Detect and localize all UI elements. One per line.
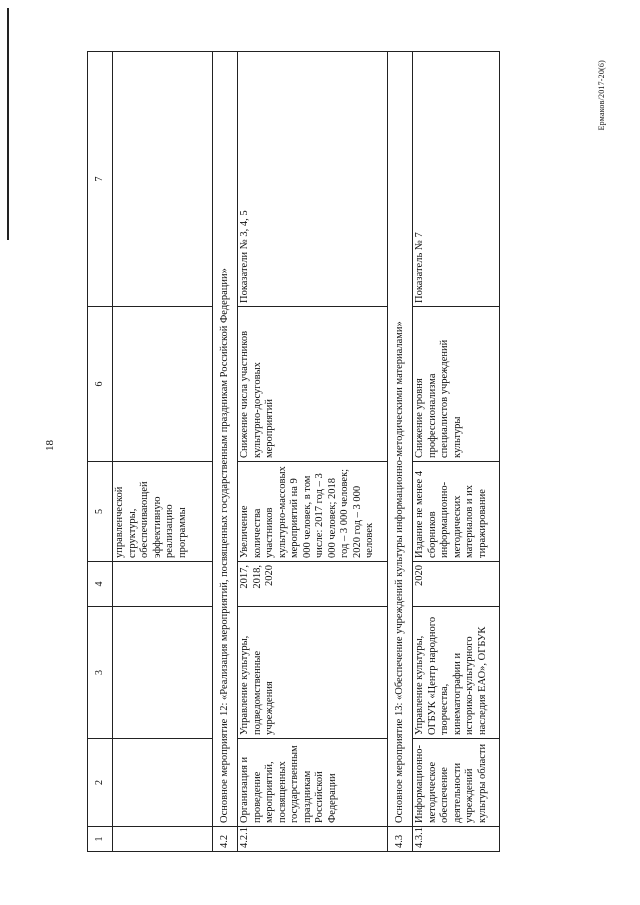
expected-result: Издание не менее 4 сборников информационно-методических материалов и их тиражирование	[413, 462, 500, 562]
table-row	[413, 52, 500, 852]
program-table	[87, 51, 500, 852]
activity-name: Организация и проведение мероприятий, посвященных государственным праздникам Российской Федерации	[238, 739, 388, 827]
consequence: Снижение числа участников культурно-досуговых мероприятий	[238, 307, 388, 462]
empty-cell	[113, 562, 213, 607]
row-number: 4.2.1	[238, 827, 388, 852]
empty-cell	[113, 307, 213, 462]
header-cell: 3	[88, 607, 113, 739]
result-cell: управленческой структуры, обеспечивающей эффективную реализацию программы	[113, 462, 213, 562]
section-number: 4.3	[388, 827, 413, 852]
header-cell: 5	[88, 462, 113, 562]
table-row	[238, 52, 388, 852]
empty-cell	[113, 607, 213, 739]
indicators: Показатели № 3, 4, 5	[238, 52, 388, 307]
table-row	[113, 52, 213, 852]
executor: Управление культуры, ОГБУК «Центр народного творчества, кинематографии и историко-культурного наследия ЕАО», ОГБУК	[413, 607, 500, 739]
section-row	[213, 52, 238, 852]
section-number: 4.2	[213, 827, 238, 852]
years: 2020	[413, 562, 500, 607]
header-cell: 1	[88, 827, 113, 852]
consequence: Снижение уровня профессионализма специалистов учреждений культуры	[413, 307, 500, 462]
empty-cell	[113, 827, 213, 852]
header-row	[88, 52, 113, 852]
activity-name: Информационно-методическое обеспечение деятельности учреждений культуры области	[413, 739, 500, 827]
section-row	[388, 52, 413, 852]
expected-result: Увеличение количества участников культурно-массовых мероприятий на 9 000 человек, в том числе: 2017 год – 3 000 человек; 2018 год – 3 000 человек; 2020 год – 3 000 человек	[238, 462, 388, 562]
page-number: 18	[44, 440, 56, 451]
years: 2017, 2018, 2020	[238, 562, 388, 607]
section-title: Основное мероприятие 13: «Обеспечение учреждений культуры информационно-методическими материалами»	[388, 52, 413, 827]
header-cell: 6	[88, 307, 113, 462]
section-title: Основное мероприятие 12: «Реализация мероприятий, посвященных государственным праздникам Российской Федерации»	[213, 52, 238, 827]
margin-line	[7, 8, 9, 240]
header-cell: 7	[88, 52, 113, 307]
empty-cell	[113, 52, 213, 307]
document-code: Ермаков/2017-20(6)	[597, 60, 606, 131]
indicators: Показатель № 7	[413, 52, 500, 307]
empty-cell	[113, 739, 213, 827]
header-cell: 4	[88, 562, 113, 607]
row-number: 4.3.1	[413, 827, 500, 852]
executor: Управление культуры, подведомственные учреждения	[238, 607, 388, 739]
rotated-page	[87, 52, 535, 852]
header-cell: 2	[88, 739, 113, 827]
